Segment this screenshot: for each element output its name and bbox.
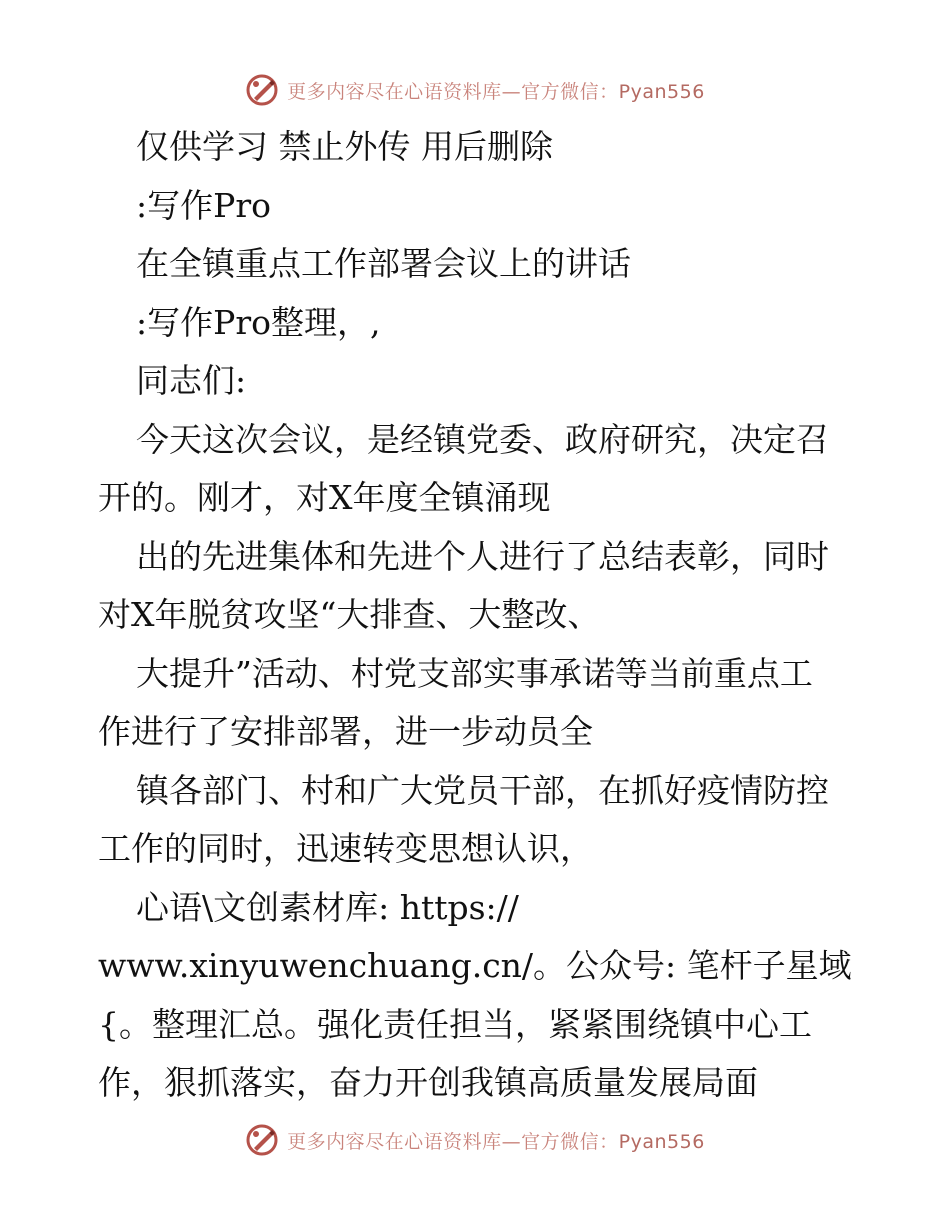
text-line: 开的。刚才，对X年度全镇涌现 [98, 478, 551, 517]
banner-text: 更多内容尽在心语资料库—官方微信：Pyan556 [287, 80, 705, 103]
text-line: 作进行了安排部署，进一步动员全 [98, 712, 593, 751]
banner-text: 更多内容尽在心语资料库—官方微信：Pyan556 [287, 1130, 705, 1153]
text-line: 工作的同时，迅速转变思想认识， [98, 829, 593, 868]
text-line: 在全镇重点工作部署会议上的讲话 [136, 244, 631, 283]
wechat-id: Pyan556 [618, 1130, 705, 1153]
header-banner [0, 72, 950, 108]
pen-seal-icon [245, 73, 279, 107]
text-line: www.xinyuwenchuang.cn/。公众号: 笔杆子星域 [98, 946, 852, 985]
text-line: :写作Pro整理，, [136, 302, 381, 342]
text-line: 仅供学习 禁止外传 用后删除 [136, 127, 553, 166]
text-line: 同志们: [136, 361, 247, 400]
text-line: :写作Pro [136, 185, 271, 225]
document-body [98, 118, 858, 1113]
pen-seal-icon [245, 1123, 279, 1157]
text-line: 对X年脱贫攻坚“大排查、大整改、 [98, 595, 601, 634]
text-line: {。整理汇总。强化责任担当，紧紧围绕镇中心工 [98, 1004, 812, 1044]
text-line: 镇各部门、村和广大党员干部，在抓好疫情防控 [136, 770, 829, 810]
text-line: 心语\文创素材库: https:// [136, 887, 519, 927]
text-line: 出的先进集体和先进个人进行了总结表彰，同时 [136, 536, 829, 576]
wechat-id: Pyan556 [618, 80, 705, 103]
text-line: 大提升”活动、村党支部实事承诺等当前重点工 [136, 653, 813, 693]
text-line: 作，狠抓落实，奋力开创我镇高质量发展局面 [98, 1063, 758, 1102]
text-line: 今天这次会议，是经镇党委、政府研究，决定召 [136, 419, 829, 459]
footer-banner [0, 1122, 950, 1158]
